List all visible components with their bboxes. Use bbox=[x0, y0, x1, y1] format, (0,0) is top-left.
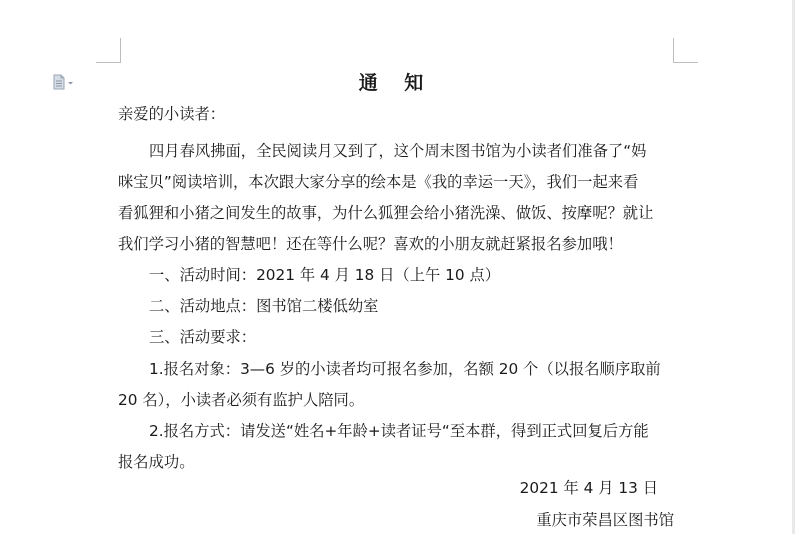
activity-requirements-heading: 三、活动要求： bbox=[149, 328, 257, 346]
notice-date: 2021 年 4 月 13 日 bbox=[519, 479, 658, 497]
signature: 重庆市荣昌区图书馆 bbox=[536, 511, 674, 529]
top-right-margin-marker bbox=[673, 38, 698, 63]
requirement-line: 1.报名对象：3—6 岁的小读者均可报名参加，名额 20 个（以报名顺序取前 bbox=[149, 360, 661, 378]
requirement-line: 报名成功。 bbox=[118, 453, 195, 471]
document-options-icon[interactable] bbox=[53, 74, 75, 90]
body-line: 咪宝贝”阅读培训，本次跟大家分享的绘本是《我的幸运一天》，我们一起来看 bbox=[118, 173, 639, 191]
activity-location: 二、活动地点：图书馆二楼低幼室 bbox=[149, 297, 379, 315]
salutation: 亲爱的小读者： bbox=[118, 105, 226, 123]
requirement-line: 2.报名方式：请发送“姓名+年龄+读者证号“至本群，得到正式回复后方能 bbox=[149, 422, 649, 440]
notice-title: 通 知 bbox=[358, 72, 434, 94]
body-line: 四月春风拂面，全民阅读月又到了，这个周末图书馆为小读者们准备了“妈 bbox=[149, 142, 647, 160]
top-left-margin-marker bbox=[96, 38, 121, 63]
body-line: 看狐狸和小猪之间发生的故事，为什么狐狸会给小猪洗澡、做饭、按摩呢？就让 bbox=[118, 204, 654, 222]
body-line: 我们学习小猪的智慧吧！还在等什么呢？喜欢的小朋友就赶紧报名参加哦！ bbox=[118, 235, 623, 253]
requirement-line: 20 名），小读者必须有监护人陪同。 bbox=[118, 391, 365, 409]
activity-time: 一、活动时间：2021 年 4 月 18 日（上午 10 点） bbox=[149, 266, 501, 284]
